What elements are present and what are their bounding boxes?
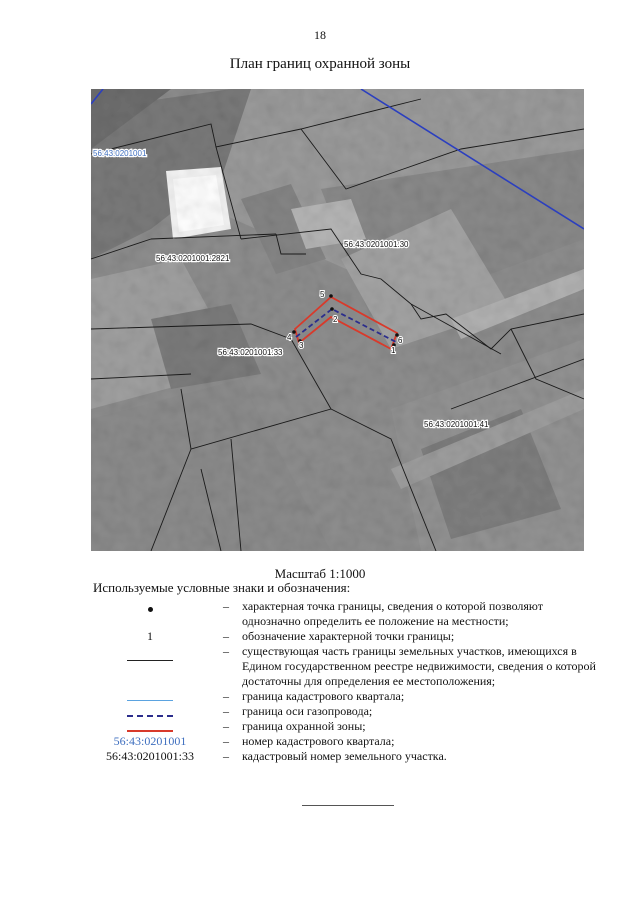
blue-line-icon	[127, 700, 173, 701]
legend-symbol-point-number: 1	[147, 629, 153, 643]
legend-symbol-quarter-number: 56:43:0201001	[113, 734, 187, 748]
legend-text: номер кадастрового квартала;	[242, 734, 395, 748]
dashed-line-icon	[127, 715, 173, 717]
legend-item	[90, 644, 600, 689]
point-dot-icon	[148, 607, 153, 612]
legend-text: кадастровый номер земельного участка.	[242, 749, 447, 763]
legend-symbol-gas-axis	[90, 704, 210, 719]
boundary-point	[330, 307, 334, 311]
legend-text: граница оси газопровода;	[242, 704, 373, 718]
page-title: План границ охранной зоны	[229, 56, 411, 72]
point-label-3: 3	[299, 341, 304, 350]
legend-symbol-point	[90, 599, 210, 614]
point-label-1: 1	[391, 346, 396, 355]
parcel-label-41: 56:43:0201001:41	[424, 420, 489, 429]
map-svg	[91, 89, 584, 551]
black-line-icon	[127, 660, 173, 661]
page-number: 18	[314, 28, 326, 42]
legend-text: граница кадастрового квартала;	[242, 689, 405, 703]
legend-dash: –	[223, 689, 229, 703]
legend-text: граница охранной зоны;	[242, 719, 366, 733]
legend-item	[90, 599, 600, 629]
legend-dash: –	[223, 719, 229, 733]
legend-item	[90, 629, 600, 644]
point-label-2: 2	[333, 315, 338, 324]
cadastral-map	[91, 89, 584, 551]
point-label-4: 4	[287, 333, 292, 342]
legend-dash: –	[223, 644, 229, 658]
legend-item	[90, 719, 600, 734]
legend-text: обозначение характерной точки границы;	[242, 629, 455, 643]
legend-dash: –	[223, 749, 229, 763]
legend-symbol-existing-boundary	[90, 644, 210, 661]
boundary-point	[329, 294, 333, 298]
map-scale: Масштаб 1:1000	[274, 566, 366, 581]
legend-item	[90, 704, 600, 719]
legend-heading: Используемые условные знаки и обозначения:	[93, 580, 351, 595]
legend-symbol-quarter-boundary	[90, 689, 210, 704]
quarter-number-label: 56:43:0201001	[93, 149, 147, 158]
parcel-label-30: 56:43:0201001:30	[344, 240, 409, 249]
legend-dash: –	[223, 734, 229, 748]
legend-item	[90, 689, 600, 704]
signature-line	[302, 805, 394, 806]
legend-symbol-protection-zone	[90, 719, 210, 734]
legend-dash: –	[223, 599, 229, 613]
point-label-6: 6	[398, 336, 403, 345]
parcel-label-33: 56:43:0201001:33	[218, 348, 283, 357]
parcel-label-2821: 56:43:0201001:2821	[156, 254, 230, 263]
legend-text: существующая часть границы земельных участков, имеющихся в Едином государственном реестре недвижимости, сведения о которой достаточны для определения ее местоположения;	[242, 644, 596, 688]
legend-dash: –	[223, 629, 229, 643]
legend	[90, 599, 600, 764]
legend-item	[90, 734, 600, 749]
legend-text: характерная точка границы, сведения о которой позволяют однозначно определить ее положение на местности;	[242, 599, 543, 628]
point-label-5: 5	[320, 290, 325, 299]
legend-symbol-parcel-number: 56:43:0201001:33	[105, 749, 194, 763]
red-line-icon	[127, 730, 173, 732]
boundary-point	[292, 330, 296, 334]
legend-dash: –	[223, 704, 229, 718]
legend-item	[90, 749, 600, 764]
